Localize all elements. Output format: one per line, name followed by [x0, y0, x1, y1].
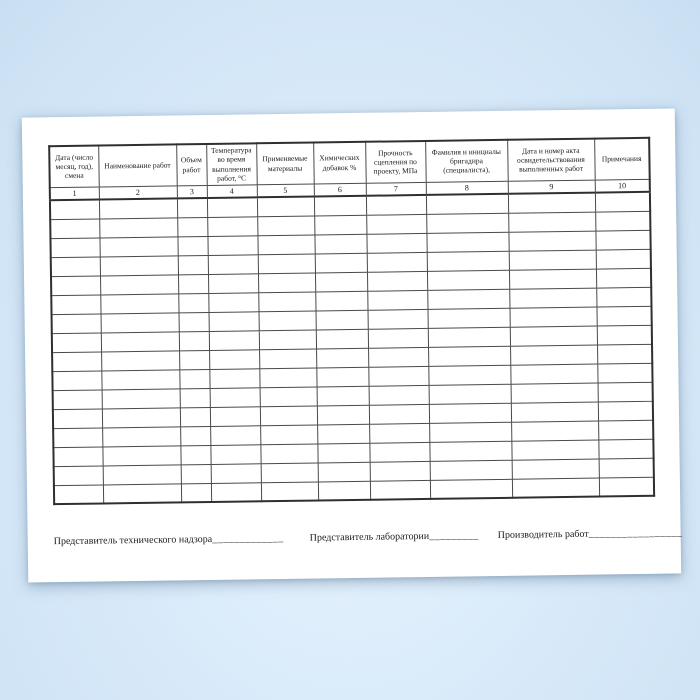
empty-cell	[508, 212, 595, 232]
empty-cell	[210, 406, 260, 426]
empty-cell	[180, 445, 210, 464]
empty-cell	[510, 364, 597, 384]
empty-cell	[177, 217, 207, 236]
empty-cell	[53, 446, 102, 466]
empty-cell	[53, 389, 102, 409]
signature-label: Представитель лаборатории	[309, 530, 430, 544]
empty-cell	[52, 351, 101, 371]
empty-cell	[430, 479, 512, 499]
empty-cell	[368, 366, 428, 386]
empty-cell	[368, 309, 428, 329]
empty-cell	[259, 367, 316, 387]
empty-cell	[317, 405, 369, 425]
empty-cell	[427, 251, 509, 271]
empty-cell	[370, 480, 430, 500]
empty-cell	[180, 426, 210, 445]
empty-cell	[598, 382, 653, 402]
empty-cell	[427, 289, 509, 309]
empty-cell	[429, 384, 511, 404]
empty-cell	[429, 403, 511, 423]
column-header-materials: Применяемые материалы	[256, 143, 314, 185]
empty-cell	[101, 312, 179, 332]
empty-cell	[595, 211, 650, 231]
empty-cell	[366, 214, 426, 234]
column-header-foreman-name: Фамилия и инициалы бригадира (специалиста),	[425, 140, 508, 182]
empty-cell	[177, 236, 207, 255]
signature-line-row	[53, 527, 683, 548]
column-header-act-date-number: Дата и номер акта освидетельствования выполненных работ	[507, 139, 595, 181]
empty-cell	[512, 478, 599, 498]
empty-cell	[426, 194, 508, 214]
empty-cell	[102, 388, 180, 408]
empty-cell	[510, 345, 597, 365]
empty-cell	[511, 402, 598, 422]
empty-cell	[428, 327, 510, 347]
empty-cell	[261, 481, 318, 501]
empty-cell	[179, 369, 209, 388]
empty-cell	[100, 255, 178, 275]
empty-cell	[179, 350, 209, 369]
empty-cell	[511, 440, 598, 460]
empty-cell	[209, 368, 259, 388]
empty-cell	[366, 233, 426, 253]
empty-cell	[54, 484, 103, 504]
empty-cell	[103, 483, 181, 503]
empty-cell	[210, 444, 260, 464]
empty-cell	[260, 443, 317, 463]
empty-cell	[208, 254, 258, 274]
empty-cell	[101, 369, 179, 389]
empty-cell	[369, 442, 429, 462]
empty-cell	[259, 329, 316, 349]
empty-cell	[208, 292, 258, 312]
signature-blank-line: _____________	[212, 532, 284, 545]
signature-blank-line: _________	[429, 530, 479, 542]
column-number: 10	[595, 179, 650, 193]
empty-cell	[181, 483, 211, 502]
column-header-chemical-additives: Химических добавок %	[313, 142, 366, 184]
empty-cell	[260, 405, 317, 425]
empty-cell	[207, 216, 257, 236]
empty-cell	[510, 326, 597, 346]
empty-cell	[260, 424, 317, 444]
empty-cell	[599, 458, 654, 478]
column-number: 8	[426, 181, 508, 195]
empty-cell	[180, 388, 210, 407]
empty-cell	[367, 290, 427, 310]
signature-works-producer	[498, 527, 683, 541]
empty-cell	[598, 420, 653, 440]
empty-cell	[53, 408, 102, 428]
empty-cell	[429, 441, 511, 461]
empty-cell	[368, 328, 428, 348]
column-header-adhesion-strength: Прочность сцепления по проекту, МПа	[365, 141, 426, 183]
empty-cell	[512, 459, 599, 479]
empty-cell	[261, 462, 318, 482]
empty-cell	[315, 272, 367, 292]
empty-cell	[257, 197, 314, 217]
empty-cell	[598, 401, 653, 421]
empty-cell	[101, 350, 179, 370]
empty-cell	[316, 367, 368, 387]
empty-cell	[511, 383, 598, 403]
empty-cell	[209, 349, 259, 369]
empty-cell	[258, 292, 315, 312]
empty-cell	[511, 421, 598, 441]
empty-cell	[50, 219, 99, 239]
empty-cell	[53, 427, 102, 447]
empty-cell	[259, 348, 316, 368]
empty-cell	[51, 257, 100, 277]
empty-cell	[369, 423, 429, 443]
empty-cell	[428, 365, 510, 385]
empty-cell	[370, 461, 430, 481]
empty-cell	[367, 271, 427, 291]
empty-cell	[426, 232, 508, 252]
empty-cell	[177, 198, 207, 217]
empty-cell	[101, 331, 179, 351]
signature-technical-supervisor	[54, 533, 284, 547]
empty-cell	[102, 445, 180, 465]
empty-cell	[99, 198, 177, 218]
empty-cell	[260, 386, 317, 406]
signature-laboratory-representative	[310, 530, 479, 543]
empty-cell	[52, 370, 101, 390]
empty-cell	[102, 407, 180, 427]
empty-cell	[430, 460, 512, 480]
column-number: 9	[508, 180, 595, 194]
empty-cell	[178, 274, 208, 293]
empty-cell	[208, 273, 258, 293]
empty-cell	[258, 273, 315, 293]
empty-cell	[51, 276, 100, 296]
empty-cell	[179, 331, 209, 350]
empty-cell	[597, 325, 652, 345]
empty-cell	[211, 482, 261, 502]
column-number: 3	[177, 185, 207, 198]
empty-cell	[52, 332, 101, 352]
column-header-temperature: Температура во время выполнения работ, °С	[206, 143, 257, 185]
empty-cell	[314, 196, 366, 216]
empty-cell	[316, 329, 368, 349]
empty-cell	[314, 234, 366, 254]
column-header-date: Дата (число месяц, год), смена	[49, 146, 99, 188]
empty-cell	[427, 308, 509, 328]
empty-cell	[599, 477, 654, 497]
empty-cell	[596, 287, 651, 307]
column-header-notes: Примечания	[594, 138, 650, 180]
empty-cell	[596, 306, 651, 326]
column-header-work-name: Наименование работ	[98, 144, 177, 186]
empty-cell	[51, 295, 100, 315]
column-number: 4	[207, 184, 257, 198]
empty-cell	[54, 465, 103, 485]
empty-cell	[100, 293, 178, 313]
empty-cell	[209, 330, 259, 350]
empty-cell	[99, 236, 177, 256]
empty-cell	[207, 235, 257, 255]
empty-cell	[366, 195, 426, 215]
empty-cell	[597, 344, 652, 364]
empty-cell	[100, 274, 178, 294]
empty-cell	[181, 464, 211, 483]
empty-cell	[315, 291, 367, 311]
empty-cell	[508, 193, 595, 213]
work-log-table	[48, 137, 655, 505]
empty-cell	[259, 310, 316, 330]
empty-cell	[102, 426, 180, 446]
empty-cell	[595, 230, 650, 250]
empty-cell	[429, 422, 511, 442]
empty-cell	[316, 348, 368, 368]
empty-cell	[318, 481, 370, 501]
empty-cell	[317, 443, 369, 463]
empty-cell	[427, 270, 509, 290]
signature-label: Производитель работ	[497, 528, 589, 541]
empty-cell	[257, 235, 314, 255]
empty-cell	[509, 307, 596, 327]
document-page	[22, 108, 681, 582]
column-number: 1	[50, 187, 99, 201]
empty-cell	[369, 385, 429, 405]
empty-cell	[180, 407, 210, 426]
empty-cell	[509, 269, 596, 289]
empty-cell	[595, 192, 650, 212]
empty-cell	[598, 439, 653, 459]
empty-cell	[597, 363, 652, 383]
empty-cell	[367, 252, 427, 272]
empty-cell	[317, 424, 369, 444]
empty-cell	[596, 268, 651, 288]
column-number: 7	[366, 182, 426, 196]
empty-cell	[257, 216, 314, 236]
column-number: 2	[99, 185, 177, 199]
empty-cell	[369, 404, 429, 424]
empty-cell	[509, 288, 596, 308]
empty-cell	[50, 200, 99, 220]
empty-cell	[178, 255, 208, 274]
empty-cell	[210, 387, 260, 407]
column-number: 5	[257, 184, 314, 198]
empty-cell	[178, 293, 208, 312]
empty-cell	[211, 463, 261, 483]
empty-cell	[318, 462, 370, 482]
empty-cell	[368, 347, 428, 367]
signature-blank-line: _________________	[588, 527, 683, 540]
empty-cell	[317, 386, 369, 406]
empty-cell	[596, 249, 651, 269]
empty-cell	[314, 215, 366, 235]
empty-cell	[103, 464, 181, 484]
empty-cell	[509, 250, 596, 270]
empty-cell	[52, 314, 101, 334]
empty-cell	[426, 213, 508, 233]
empty-cell	[210, 425, 260, 445]
empty-cell	[179, 312, 209, 331]
empty-cell	[428, 346, 510, 366]
empty-cell	[258, 254, 315, 274]
empty-cell	[315, 253, 367, 273]
empty-cell	[209, 311, 259, 331]
empty-cell	[99, 217, 177, 237]
column-number: 6	[314, 183, 366, 197]
empty-cell	[207, 197, 257, 217]
empty-cell	[316, 310, 368, 330]
signature-label: Представитель технического надзора	[53, 533, 213, 548]
empty-cell	[50, 238, 99, 258]
empty-cell	[508, 231, 595, 251]
column-header-work-volume: Объем работ	[176, 144, 207, 185]
